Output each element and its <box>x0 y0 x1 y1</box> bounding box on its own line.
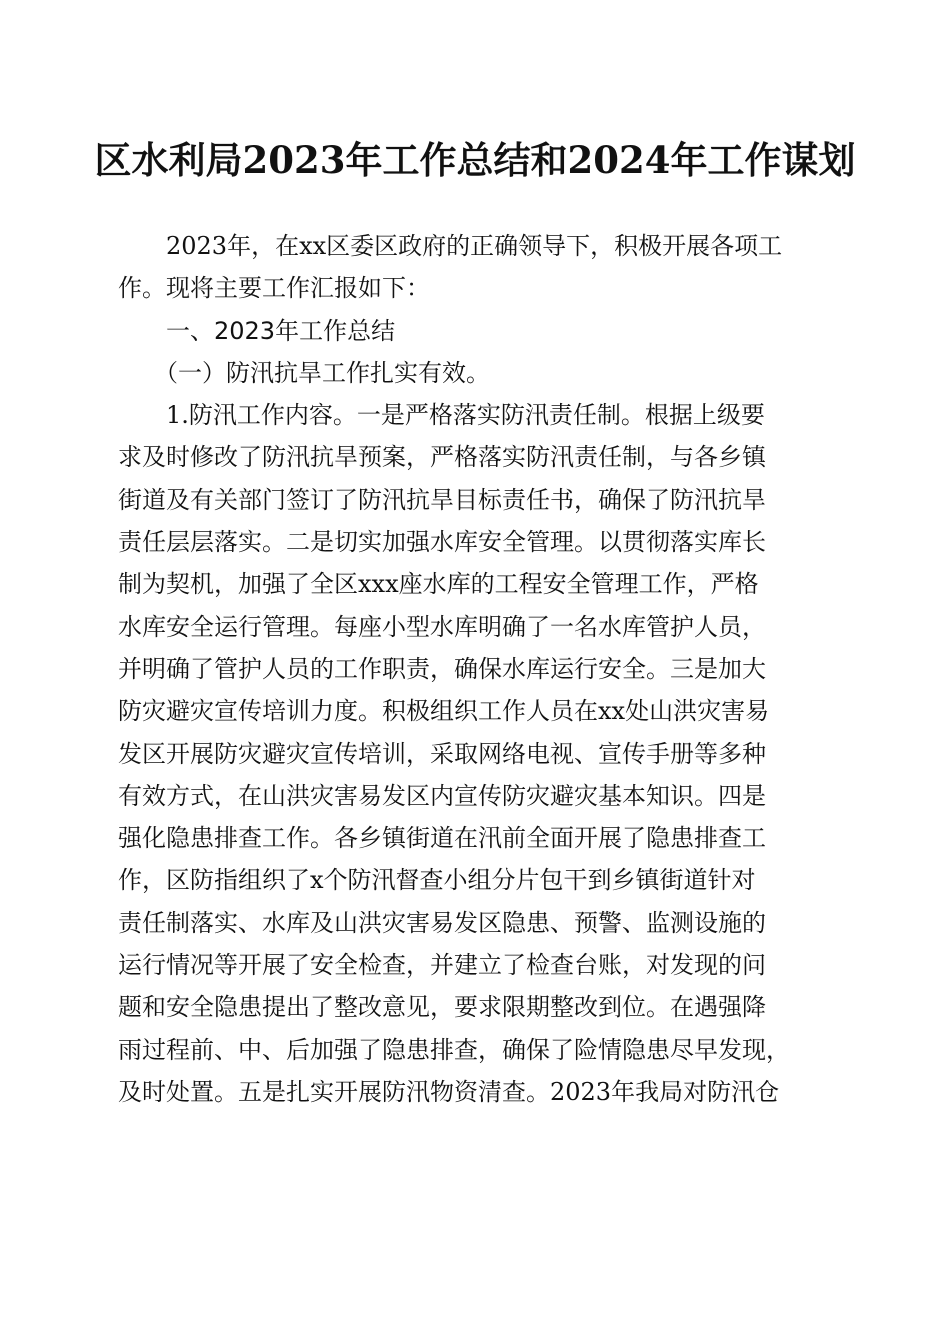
paragraph-line: 并明确了管护人员的工作职责，确保水库运行安全。三是加大 <box>118 654 766 683</box>
paragraph-line: 责任制落实、水库及山洪灾害易发区隐患、预警、监测设施的 <box>118 908 766 937</box>
paragraph-line: 发区开展防灾避灾宣传培训，采取网络电视、宣传手册等多种 <box>118 739 766 768</box>
paragraph-line: 制为契机，加强了全区xxx座水库的工程安全管理工作，严格 <box>118 570 759 599</box>
paragraph-line: 防灾避灾宣传培训力度。积极组织工作人员在xx处山洪灾害易 <box>118 697 770 726</box>
intro-line: 2023年，在xx区委区政府的正确领导下，积极开展各项工 <box>166 232 783 260</box>
section-heading-text: 一、2023年工作总结 <box>166 316 396 345</box>
paragraph-line: 街道及有关部门签订了防汛抗旱目标责任书，确保了防汛抗旱 <box>118 485 766 514</box>
document-title: 区水利局2023年工作总结和2024年工作谋划 <box>94 138 856 182</box>
paragraph-line: 作，区防指组织了x个防汛督查小组分片包干到乡镇街道针对 <box>118 866 756 895</box>
paragraph-1-body <box>118 436 830 1113</box>
paragraph-line: 责任层层落实。二是切实加强水库安全管理。以贯彻落实库长 <box>118 528 766 557</box>
intro-continuation <box>118 267 830 309</box>
intro-line: 作。现将主要工作汇报如下： <box>118 274 430 303</box>
paragraph-line: 1.防汛工作内容。一是严格落实防汛责任制。根据上级要 <box>166 401 765 430</box>
paragraph-line: 题和安全隐患提出了整改意见，要求限期整改到位。在遇强降 <box>118 993 766 1022</box>
paragraph-line: 雨过程前、中、后加强了隐患排查，确保了险情隐患尽早发现， <box>118 1035 790 1064</box>
subsection-heading-text: （一）防汛抗旱工作扎实有效。 <box>154 358 490 387</box>
paragraph-line: 运行情况等开展了安全检查，并建立了检查台账，对发现的问 <box>118 951 766 980</box>
paragraph-1-first-line <box>118 394 830 436</box>
section-heading-1 <box>118 310 830 352</box>
paragraph-line: 强化隐患排查工作。各乡镇街道在汛前全面开展了隐患排查工 <box>118 824 766 853</box>
paragraph-line: 及时处置。五是扎实开展防汛物资清查。2023年我局对防汛仓 <box>118 1077 780 1106</box>
intro-paragraph <box>118 225 830 267</box>
document-body <box>118 225 830 1113</box>
paragraph-line: 求及时修改了防汛抗旱预案，严格落实防汛责任制，与各乡镇 <box>118 443 766 472</box>
paragraph-line: 水库安全运行管理。每座小型水库明确了一名水库管护人员， <box>118 612 766 641</box>
subsection-heading <box>118 352 830 394</box>
paragraph-line: 有效方式，在山洪灾害易发区内宣传防灾避灾基本知识。四是 <box>118 781 766 810</box>
